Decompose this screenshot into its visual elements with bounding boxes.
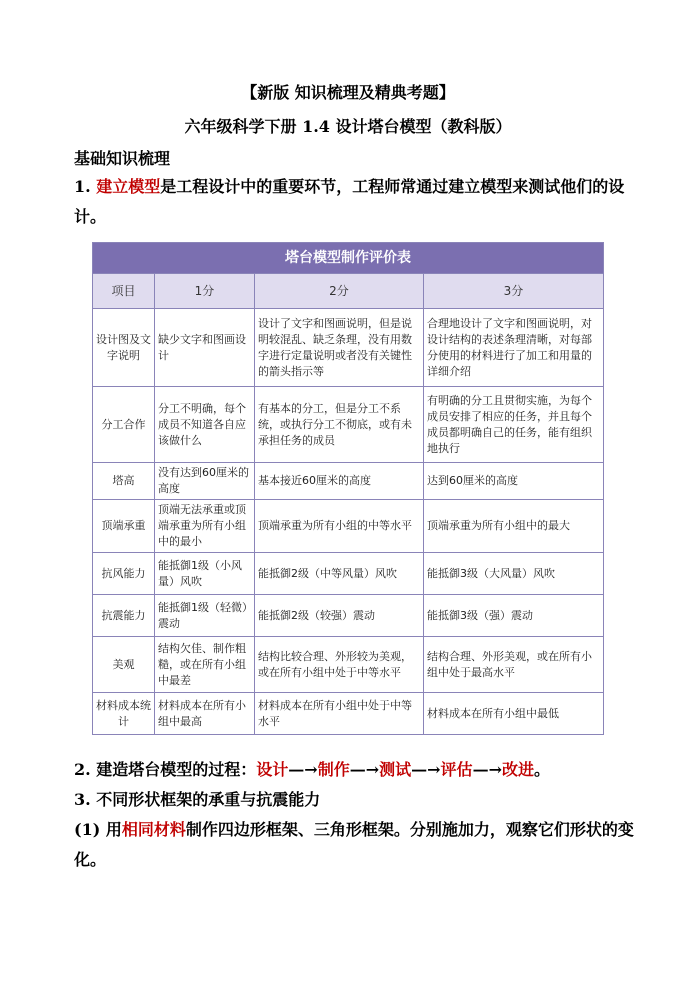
table-header-cell: 2分 <box>255 274 424 309</box>
table-row-label: 美观 <box>93 637 155 693</box>
table-cell: 有基本的分工，但是分工不系统，或执行分工不彻底，或有未承担任务的成员 <box>255 387 424 463</box>
paragraph-3: 3. 不同形状框架的承重与抗震能力 <box>74 790 321 809</box>
paragraph-2 <box>74 755 634 785</box>
table-cell: 设计了文字和图画说明，但是说明较混乱、缺乏条理，没有用数字进行定量说明或者没有关键性的箭头指示等 <box>255 309 424 387</box>
item4-prefix: (1) 用 <box>74 820 122 839</box>
table-row-label: 塔高 <box>93 463 155 500</box>
table-header-cell: 1分 <box>155 274 255 309</box>
table-cell: 顶端承重为所有小组的中等水平 <box>255 500 424 553</box>
process-step: 制作 <box>317 760 350 779</box>
table-cell: 结构比较合理、外形较为美观，或在所有小组中处于中等水平 <box>255 637 424 693</box>
table-cell: 分工不明确，每个成员不知道各自应该做什么 <box>155 387 255 463</box>
table-cell: 结构合理、外形美观，或在所有小组中处于最高水平 <box>424 637 604 693</box>
table-cell: 结构欠佳、制作粗糙，或在所有小组中最差 <box>155 637 255 693</box>
table-header-cell: 项目 <box>93 274 155 309</box>
paragraph-4 <box>74 815 634 875</box>
table-row-label: 材料成本统计 <box>93 693 155 735</box>
item1-prefix: 1. <box>74 177 97 196</box>
table-cell: 能抵御2级（中等风量）风吹 <box>255 553 424 595</box>
evaluation-table-figure <box>92 242 603 739</box>
table-row <box>93 309 604 387</box>
table-cell: 能抵御1级（小风量）风吹 <box>155 553 255 595</box>
process-step: 改进 <box>501 760 534 779</box>
table-cell: 合理地设计了文字和图画说明，对设计结构的表述条理清晰，对每部分使用的材料进行了加工和用量的详细介绍 <box>424 309 604 387</box>
table-cell: 材料成本在所有小组中最高 <box>155 693 255 735</box>
item1-text: 是工程设计中的重要环节，工程师常通过建立模型来测试他们的设计。 <box>74 177 625 226</box>
process-step: 设计 <box>256 760 289 779</box>
table-cell: 材料成本在所有小组中处于中等水平 <box>255 693 424 735</box>
arrow-icon: —→ <box>349 760 380 779</box>
arrow-icon: —→ <box>472 760 502 779</box>
item4-highlight: 相同材料 <box>121 820 186 839</box>
table-row <box>93 553 604 595</box>
item4-text: 制作四边形框架、三角形框架。分别施加力，观察它们形状的变化。 <box>74 820 634 869</box>
evaluation-table <box>92 242 604 735</box>
process-step: 评估 <box>440 760 473 779</box>
section-title: 基础知识梳理 <box>74 149 171 168</box>
table-cell: 没有达到60厘米的高度 <box>155 463 255 500</box>
table-row-label: 抗风能力 <box>93 553 155 595</box>
table-header-cell: 3分 <box>424 274 604 309</box>
table-row <box>93 463 604 500</box>
table-row <box>93 595 604 637</box>
table-cell: 有明确的分工且贯彻实施，为每个成员安排了相应的任务，并且每个成员都明确自己的任务，能有组织地执行 <box>424 387 604 463</box>
paragraph-1 <box>74 172 634 232</box>
table-row-label: 分工合作 <box>93 387 155 463</box>
table-row-label: 抗震能力 <box>93 595 155 637</box>
arrow-icon: —→ <box>411 760 441 779</box>
table-cell: 缺少文字和图画设计 <box>155 309 255 387</box>
item2-end: 。 <box>533 760 550 779</box>
table-cell: 能抵御1级（轻微）震动 <box>155 595 255 637</box>
table-row <box>93 500 604 553</box>
table-cell: 达到60厘米的高度 <box>424 463 604 500</box>
table-cell: 能抵御3级（强）震动 <box>424 595 604 637</box>
table-row <box>93 693 604 735</box>
table-row-label: 顶端承重 <box>93 500 155 553</box>
table-title: 塔台模型制作评价表 <box>93 243 604 274</box>
item2-prefix: 2. 建造塔台模型的过程： <box>74 760 257 779</box>
table-row-label: 设计图及文字说明 <box>93 309 155 387</box>
table-cell: 能抵御2级（较强）震动 <box>255 595 424 637</box>
table-cell: 基本接近60厘米的高度 <box>255 463 424 500</box>
item1-highlight: 建立模型 <box>96 177 161 196</box>
table-row <box>93 637 604 693</box>
table-cell: 顶端无法承重或顶端承重为所有小组中的最小 <box>155 500 255 553</box>
arrow-icon: —→ <box>288 760 318 779</box>
doc-heading: 【新版 知识梳理及精典考题】 <box>241 83 455 102</box>
process-step: 测试 <box>379 760 412 779</box>
table-cell: 顶端承重为所有小组中的最大 <box>424 500 604 553</box>
doc-subheading: 六年级科学下册 1.4 设计塔台模型（教科版） <box>184 117 512 136</box>
table-cell: 材料成本在所有小组中最低 <box>424 693 604 735</box>
table-row <box>93 387 604 463</box>
table-cell: 能抵御3级（大风量）风吹 <box>424 553 604 595</box>
